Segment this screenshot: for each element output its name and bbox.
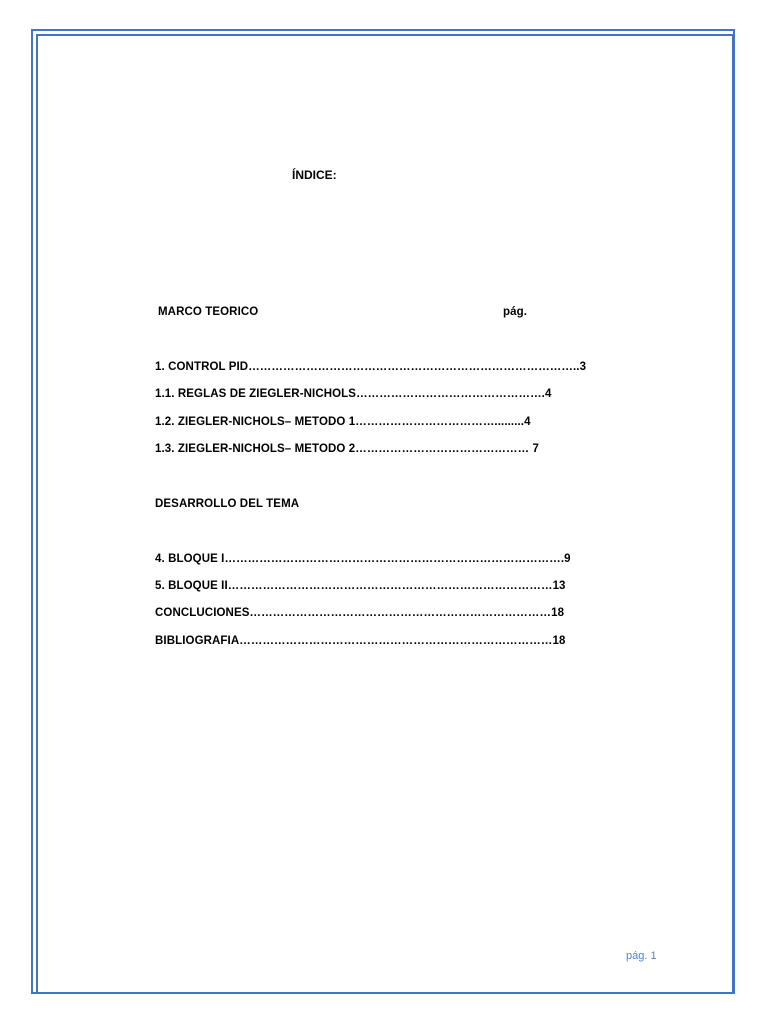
toc-entry-bloque-2: 5. BLOQUE II…………………………………………………………………………13 [155, 580, 566, 592]
section-heading-marco-teorico: MARCO TEORICO [158, 306, 259, 318]
toc-entry-control-pid: 1. CONTROL PID…………………………………………………………………………..3 [155, 361, 587, 373]
toc-entry-metodo-2: 1.3. ZIEGLER-NICHOLS– METODO 2……………………………………… 7 [155, 443, 540, 455]
section-heading-desarrollo: DESARROLLO DEL TEMA [155, 498, 300, 510]
page-number-footer: pág. 1 [626, 950, 657, 962]
toc-entry-conclusiones: CONCLUCIONES……………………………………………………………………18 [155, 607, 565, 619]
toc-entry-bloque-1: 4. BLOQUE I…………………………………………………………………………….9 [155, 553, 571, 565]
toc-entry-reglas-ziegler-nichols: 1.1. REGLAS DE ZIEGLER-NICHOLS………………………………………….4 [155, 388, 552, 400]
toc-entry-bibliografia: BIBLIOGRAFIA………………………………………………………………………18 [155, 635, 566, 647]
document-title: ÍNDICE: [292, 168, 337, 182]
page-column-label: pág. [503, 306, 528, 318]
toc-entry-metodo-1: 1.2. ZIEGLER-NICHOLS– METODO 1……………………………….........4 [155, 416, 531, 428]
page-border-inner [36, 34, 734, 994]
